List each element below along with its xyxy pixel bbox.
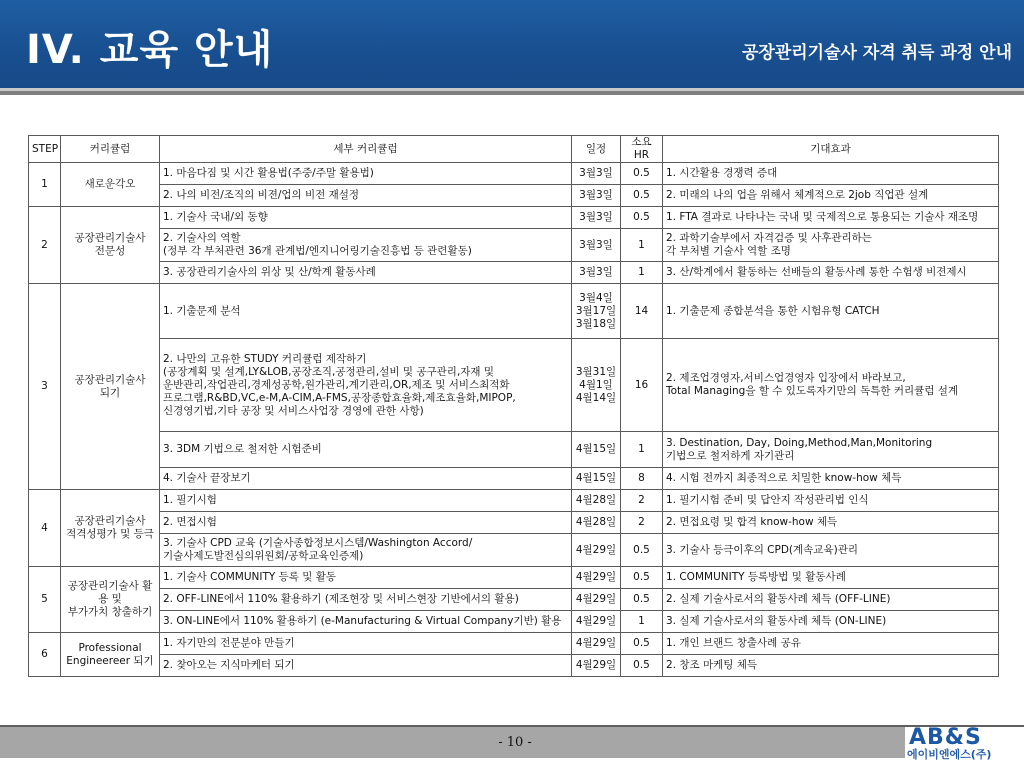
detail-cell: 2. 기술사의 역할 (정부 각 부처관련 36개 관계법/엔지니어링기술진흥법 등 관련활동) — [160, 229, 572, 262]
table-row — [29, 512, 999, 534]
date-cell: 3월3일 — [572, 262, 621, 284]
table-row — [29, 589, 999, 611]
detail-cell: 2. 찾아오는 지식마케터 되기 — [160, 655, 572, 677]
effect-cell: 1. COMMUNITY 등록방법 및 활동사례 — [663, 567, 999, 589]
table-row — [29, 339, 999, 432]
date-cell: 4월29일 — [572, 567, 621, 589]
effect-cell: 3. 실제 기술사로서의 활동사례 체득 (ON-LINE) — [663, 611, 999, 633]
curriculum-table-frame — [28, 135, 998, 693]
hours-cell: 8 — [621, 468, 663, 490]
table-row — [29, 432, 999, 468]
table-row — [29, 262, 999, 284]
table-row — [29, 567, 999, 589]
hours-cell: 2 — [621, 512, 663, 534]
curriculum-cell: 공장관리기술사 전문성 — [61, 207, 160, 284]
date-cell: 4월29일 — [572, 633, 621, 655]
date-cell: 3월3일 — [572, 207, 621, 229]
detail-cell: 2. 면접시험 — [160, 512, 572, 534]
hours-cell: 1 — [621, 432, 663, 468]
column-header-detail: 세부 커리큘럼 — [160, 136, 572, 163]
detail-cell: 3. 기술사 CPD 교육 (기술사종합정보시스템/Washington Accord/ 기술사제도발전심의위원회/공학교육인증제) — [160, 534, 572, 567]
table-row — [29, 185, 999, 207]
table-header-row — [29, 136, 999, 163]
step-number-cell: 6 — [29, 633, 61, 677]
curriculum-cell: 공장관리기술사 활 용 및 부가가치 창출하기 — [61, 567, 160, 633]
date-cell: 4월29일 — [572, 611, 621, 633]
hours-cell: 0.5 — [621, 589, 663, 611]
date-cell: 4월28일 — [572, 490, 621, 512]
page-number: - 10 - — [498, 735, 532, 750]
effect-cell: 2. 창조 마케팅 체득 — [663, 655, 999, 677]
page-title: IV. 교육 안내 — [26, 27, 274, 73]
step-number-cell: 1 — [29, 163, 61, 207]
effect-cell: 1. 개인 브랜드 창출사례 공유 — [663, 633, 999, 655]
date-cell: 3월4일 3월17일 3월18일 — [572, 284, 621, 339]
hours-cell: 0.5 — [621, 633, 663, 655]
detail-cell: 2. 나만의 고유한 STUDY 커리큘럼 제작하기 (공장계획 및 설계,LY&LOB,공장조직,공정관리,설비 및 공구관리,자재 및 운반관리,작업관리,경제성공학,원가관리,계기관리,OR,제조 및 서비스최적화 프로그램,R&BD,VC,e-M,A-CIM,A-FMS,공장종합효율화,제조효율화,MIPOP, 신경영기법,기타 공장 및 서비스사업장 경영에 관한 사항) — [160, 339, 572, 432]
hours-cell: 2 — [621, 490, 663, 512]
date-cell: 3월3일 — [572, 185, 621, 207]
date-cell: 4월29일 — [572, 534, 621, 567]
hours-cell: 0.5 — [621, 567, 663, 589]
date-cell: 3월31일 4월1일 4월14일 — [572, 339, 621, 432]
step-number-cell: 5 — [29, 567, 61, 633]
hours-cell: 0.5 — [621, 163, 663, 185]
effect-cell: 2. 미래의 나의 업을 위해서 체계적으로 2job 직업관 설계 — [663, 185, 999, 207]
hours-cell: 0.5 — [621, 655, 663, 677]
hours-cell: 0.5 — [621, 207, 663, 229]
company-logo — [905, 725, 1024, 761]
step-number-cell: 3 — [29, 284, 61, 490]
hours-cell: 14 — [621, 284, 663, 339]
logo-company-name: 에이비엔에스(주) — [907, 748, 992, 761]
column-header-hours: 소요HR — [621, 136, 663, 163]
detail-cell: 1. 자기만의 전문분야 만들기 — [160, 633, 572, 655]
effect-cell: 1. 기출문제 종합분석을 통한 시험유형 CATCH — [663, 284, 999, 339]
table-row — [29, 163, 999, 185]
effect-cell: 3. Destination, Day, Doing,Method,Man,Monitoring 기법으로 철저하게 자기관리 — [663, 432, 999, 468]
hours-cell: 16 — [621, 339, 663, 432]
step-number-cell: 4 — [29, 490, 61, 567]
curriculum-cell: 공장관리기술사 적격성평가 및 등극 — [61, 490, 160, 567]
detail-cell: 1. 기술사 COMMUNITY 등록 및 활동 — [160, 567, 572, 589]
effect-cell: 2. 면접요령 및 합격 know-how 체득 — [663, 512, 999, 534]
curriculum-cell: 새로운각오 — [61, 163, 160, 207]
curriculum-cell: Professional Engineereer 되기 — [61, 633, 160, 677]
table-row — [29, 633, 999, 655]
curriculum-cell: 공장관리기술사 되기 — [61, 284, 160, 490]
table-row — [29, 284, 999, 339]
header-divider-shadow — [0, 91, 1024, 95]
effect-cell: 3. 산/학계에서 활동하는 선배들의 활동사례 통한 수험생 비젼제시 — [663, 262, 999, 284]
page-subtitle: 공장관리기술사 자격 취득 과정 안내 — [741, 43, 1012, 63]
effect-cell: 1. FTA 결과로 나타나는 국내 및 국제적으로 통용되는 기술사 재조명 — [663, 207, 999, 229]
logo-wordmark: AB&S — [909, 725, 982, 750]
effect-cell: 2. 실제 기술사로서의 활동사례 체득 (OFF-LINE) — [663, 589, 999, 611]
detail-cell: 4. 기술사 끝장보기 — [160, 468, 572, 490]
effect-cell: 4. 시험 전까지 최종적으로 치밀한 know-how 체득 — [663, 468, 999, 490]
hours-cell: 0.5 — [621, 185, 663, 207]
column-header-curriculum: 커리큘럼 — [61, 136, 160, 163]
detail-cell: 1. 기술사 국내/외 동향 — [160, 207, 572, 229]
date-cell: 3월3일 — [572, 163, 621, 185]
date-cell: 4월28일 — [572, 512, 621, 534]
effect-cell: 3. 기술사 등극이후의 CPD(계속교육)관리 — [663, 534, 999, 567]
detail-cell: 1. 마음다짐 및 시간 활용법(주중/주말 활용법) — [160, 163, 572, 185]
date-cell: 4월15일 — [572, 468, 621, 490]
table-row — [29, 611, 999, 633]
hours-cell: 1 — [621, 229, 663, 262]
detail-cell: 3. 3DM 기법으로 철저한 시험준비 — [160, 432, 572, 468]
hours-cell: 1 — [621, 611, 663, 633]
effect-cell: 2. 과학기술부에서 자격검증 및 사후관리하는 각 부처별 기술사 역할 조명 — [663, 229, 999, 262]
hours-cell: 0.5 — [621, 534, 663, 567]
table-row — [29, 490, 999, 512]
curriculum-table — [28, 135, 999, 677]
detail-cell: 2. OFF-LINE에서 110% 활용하기 (제조현장 및 서비스현장 기반에서의 활용) — [160, 589, 572, 611]
table-row — [29, 229, 999, 262]
date-cell: 4월29일 — [572, 589, 621, 611]
title-banner — [0, 0, 1024, 88]
detail-cell: 3. 공장관리기술사의 위상 및 산/학계 활동사례 — [160, 262, 572, 284]
table-row — [29, 655, 999, 677]
date-cell: 3월3일 — [572, 229, 621, 262]
table-row — [29, 468, 999, 490]
table-row — [29, 534, 999, 567]
date-cell: 4월15일 — [572, 432, 621, 468]
table-body — [29, 163, 999, 677]
effect-cell: 1. 시간활용 경쟁력 증대 — [663, 163, 999, 185]
column-header-step: STEP — [29, 136, 61, 163]
detail-cell: 1. 기출문제 분석 — [160, 284, 572, 339]
effect-cell: 2. 제조업경영자,서비스업경영자 입장에서 바라보고, Total Managing을 할 수 있도록자기만의 독특한 커리큘럼 설계 — [663, 339, 999, 432]
effect-cell: 1. 필기시험 준비 및 답안지 작성관리법 인식 — [663, 490, 999, 512]
detail-cell: 2. 나의 비전/조직의 비젼/업의 비전 재설정 — [160, 185, 572, 207]
detail-cell: 3. ON-LINE에서 110% 활용하기 (e-Manufacturing & Virtual Company기반) 활용 — [160, 611, 572, 633]
column-header-date: 일정 — [572, 136, 621, 163]
detail-cell: 1. 필기시험 — [160, 490, 572, 512]
column-header-effect: 기대효과 — [663, 136, 999, 163]
hours-cell: 1 — [621, 262, 663, 284]
date-cell: 4월29일 — [572, 655, 621, 677]
table-row — [29, 207, 999, 229]
step-number-cell: 2 — [29, 207, 61, 284]
